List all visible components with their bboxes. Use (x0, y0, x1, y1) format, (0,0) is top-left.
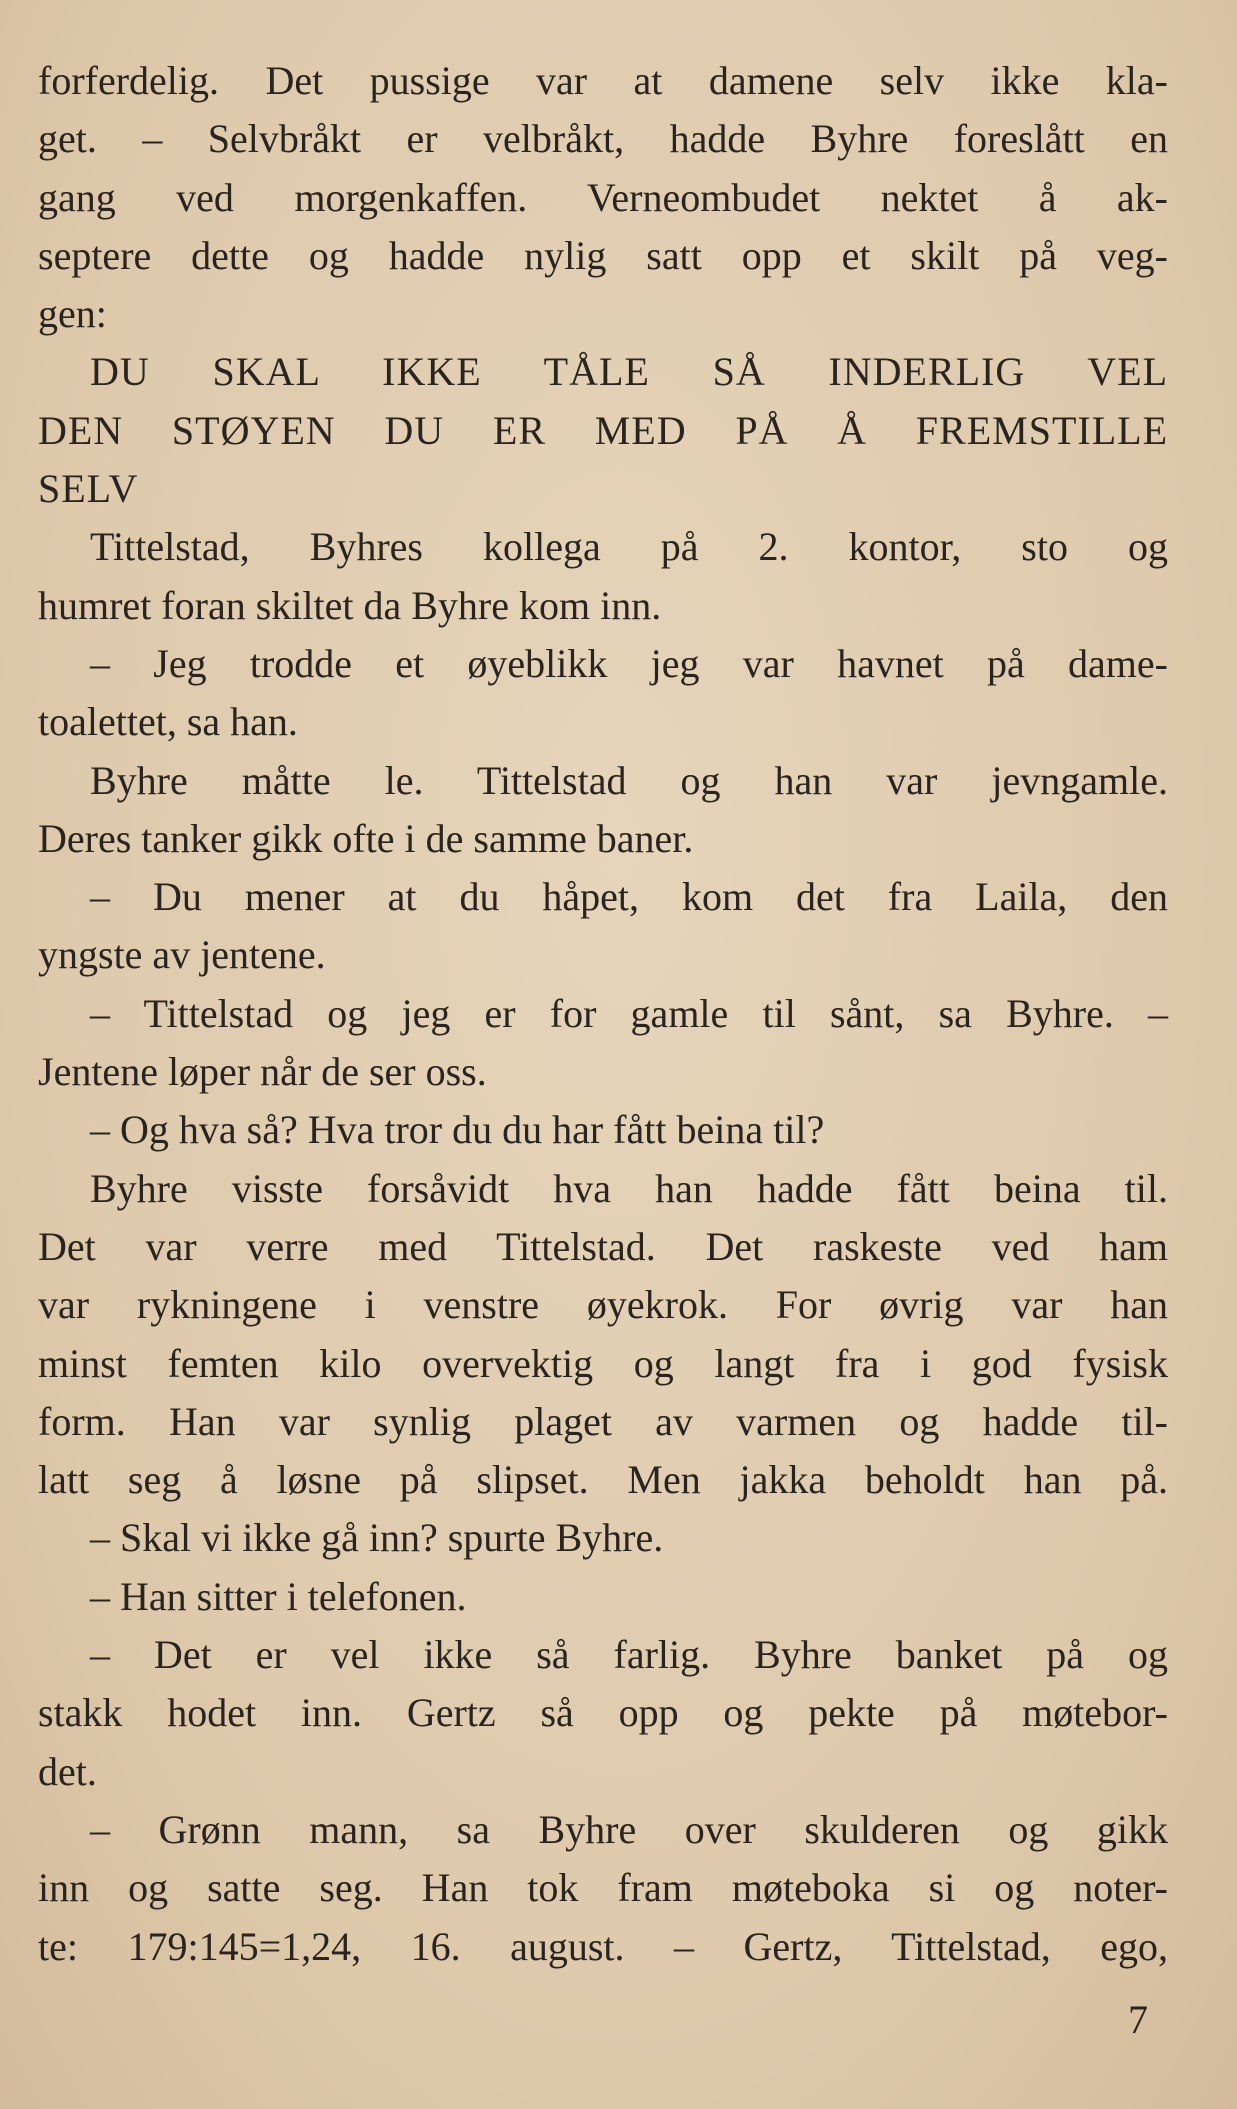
text-line: gen: (38, 291, 107, 337)
text-line: form. Han var synlig plaget av varmen og hadde til- (38, 1398, 1168, 1444)
text-line: toalettet, sa han. (38, 699, 298, 745)
text-line: septere dette og hadde nylig satt opp et skilt på veg- (38, 232, 1168, 278)
text-line: get. – Selvbråkt er velbråkt, hadde Byhre foreslått en (38, 116, 1168, 162)
text-line: humret foran skiltet da Byhre kom inn. (38, 582, 662, 628)
text-line: minst femten kilo overvektig og langt fra i god fysisk (38, 1340, 1168, 1386)
text-line: forferdelig. Det pussige var at damene selv ikke kla- (38, 58, 1168, 103)
text-line: – Skal vi ikke gå inn? spurte Byhre. (90, 1515, 664, 1561)
sign-text-line: SELV (38, 466, 139, 512)
text-line: yngste av jentene. (38, 932, 326, 978)
text-line: Jentene løper når de ser oss. (38, 1049, 487, 1095)
text-line: det. (38, 1748, 97, 1794)
text-line: latt seg å løsne på slipset. Men jakka beholdt han på. (38, 1457, 1168, 1503)
text-line: var rykningene i venstre øyekrok. For øvrig var han (38, 1282, 1168, 1328)
text-line: te: 179:145=1,24, 16. august. – Gertz, Tittelstad, ego, (38, 1923, 1168, 1969)
body-text (38, 52, 1168, 1976)
text-line: – Grønn mann, sa Byhre over skulderen og gikk (90, 1806, 1168, 1852)
text-line: Det var verre med Tittelstad. Det raskeste ved ham (38, 1223, 1168, 1269)
page-number: 7 (1128, 1997, 1148, 2042)
sign-text-line: DEN STØYEN DU ER MED PÅ Å FREMSTILLE (38, 407, 1168, 453)
text-line: Byhre måtte le. Tittelstad og han var jevngamle. (90, 757, 1168, 803)
sign-text-line: DU SKAL IKKE TÅLE SÅ INDERLIG VEL (90, 349, 1168, 395)
text-line: – Jeg trodde et øyeblikk jeg var havnet på dame- (90, 640, 1168, 686)
text-line: Byhre visste forsåvidt hva han hadde fått beina til. (90, 1165, 1168, 1211)
text-line: – Tittelstad og jeg er for gamle til sånt, sa Byhre. – (90, 990, 1168, 1036)
text-line: Deres tanker gikk ofte i de samme baner. (38, 815, 694, 861)
text-line: stakk hodet inn. Gertz så opp og pekte på møtebor- (38, 1690, 1168, 1736)
text-line: – Han sitter i telefonen. (90, 1573, 467, 1619)
text-line: gang ved morgenkaffen. Verneombudet nektet å ak- (38, 174, 1168, 220)
text-line: – Og hva så? Hva tror du du har fått beina til? (90, 1107, 825, 1153)
text-line: – Det er vel ikke så farlig. Byhre banket på og (90, 1632, 1168, 1678)
text-line: Tittelstad, Byhres kollega på 2. kontor, sto og (90, 524, 1168, 570)
text-line: inn og satte seg. Han tok fram møteboka si og noter- (38, 1865, 1168, 1911)
text-line: – Du mener at du håpet, kom det fra Laila, den (90, 874, 1168, 920)
